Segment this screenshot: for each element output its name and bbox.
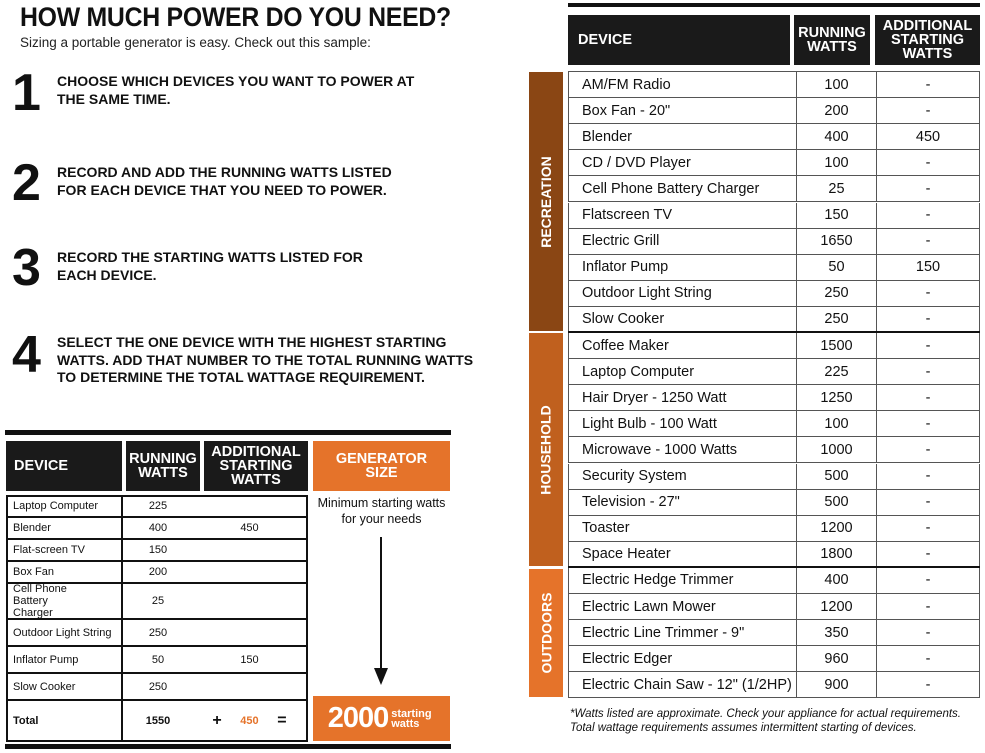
running-watts: 1250 (796, 385, 876, 410)
additional-watts (193, 584, 306, 618)
running-watts: 250 (796, 307, 876, 331)
sample-row (6, 562, 308, 584)
step-number: 3 (12, 239, 41, 297)
additional-watts: - (876, 620, 980, 645)
device-name: Hair Dryer - 1250 Watt (568, 385, 796, 410)
running-watts: 250 (796, 281, 876, 306)
additional-watts: 150 (876, 255, 980, 280)
device-row (568, 464, 980, 490)
device-name: Laptop Computer (568, 359, 796, 384)
device-row (568, 646, 980, 672)
result-value: 2000 (327, 702, 389, 734)
running-watts: 100 (796, 411, 876, 436)
sample-row (6, 647, 308, 674)
running-watts: 350 (796, 620, 876, 645)
additional-watts: - (876, 385, 980, 410)
additional-watts: - (876, 176, 980, 201)
category-household: HOUSEHOLD (529, 333, 563, 566)
device-name: Blender (8, 518, 123, 538)
device-name: Microwave - 1000 Watts (568, 437, 796, 462)
running-watts: 1200 (796, 594, 876, 619)
device-row (568, 98, 980, 124)
additional-watts: - (876, 516, 980, 541)
device-row (568, 437, 980, 463)
running-watts: 960 (796, 646, 876, 671)
footnote: *Watts listed are approximate. Check your appliance for actual requirements. Total wattage requirements assumes intermittent starting of devices. (570, 708, 961, 734)
device-name: Outdoor Light String (568, 281, 796, 306)
additional-watts: - (876, 464, 980, 489)
arrow-head-icon (374, 668, 388, 685)
device-row (568, 307, 980, 333)
device-name: AM/FM Radio (568, 72, 796, 97)
device-name: Electric Chain Saw - 12" (1/2HP) (568, 672, 796, 697)
device-name: Space Heater (568, 542, 796, 566)
step-4 (12, 326, 477, 387)
additional-watts: - (876, 72, 980, 97)
device-name: Slow Cooker (568, 307, 796, 331)
additional-watts: - (876, 646, 980, 671)
device-name: Toaster (568, 516, 796, 541)
device-name: Cell Phone Battery Charger (8, 584, 123, 618)
additional-watts (193, 496, 306, 516)
additional-watts: 450 (876, 124, 980, 149)
running-watts: 250 (148, 626, 168, 639)
additional-watts (193, 562, 306, 582)
additional-watts: - (876, 203, 980, 228)
total-running: 1550 (145, 714, 171, 727)
header-additional: ADDITIONAL STARTING WATTS (875, 15, 980, 65)
additional-watts: - (876, 98, 980, 123)
running-watts: 400 (796, 568, 876, 593)
device-row (568, 516, 980, 542)
sample-row (6, 620, 308, 647)
running-watts: 1650 (796, 229, 876, 254)
step-text: RECORD THE STARTING WATTS LISTED FOR EACH DEVICE. (57, 249, 363, 283)
device-row (568, 333, 980, 359)
additional-watts: - (876, 672, 980, 697)
device-row (568, 385, 980, 411)
additional-watts (193, 540, 306, 560)
device-name: Electric Line Trimmer - 9" (568, 620, 796, 645)
device-row (568, 229, 980, 255)
running-watts: 25 (796, 176, 876, 201)
additional-watts: - (876, 568, 980, 593)
running-watts: 1800 (796, 542, 876, 566)
equals-sign: = (277, 711, 287, 729)
category-outdoors: OUTDOORS (529, 569, 563, 697)
device-name: Flat-screen TV (8, 540, 123, 560)
additional-watts: - (876, 594, 980, 619)
running-watts: 1500 (796, 333, 876, 358)
step-3 (12, 239, 387, 297)
additional-watts: - (876, 229, 980, 254)
step-2 (12, 154, 417, 212)
running-watts: 50 (151, 653, 165, 666)
running-watts: 100 (796, 150, 876, 175)
device-name: Inflator Pump (8, 647, 123, 672)
result-unit: starting watts (391, 707, 432, 730)
running-watts: 500 (796, 490, 876, 515)
device-name: Slow Cooker (8, 674, 123, 699)
device-row (568, 255, 980, 281)
device-row (568, 620, 980, 646)
divider (568, 3, 980, 7)
step-text: SELECT THE ONE DEVICE WITH THE HIGHEST STARTING WATTS. ADD THAT NUMBER TO THE TOTAL RUNNING WATTS TO DETERMINE THE TOTAL WATTAGE REQUIREMENT. (57, 334, 474, 385)
device-name: Security System (568, 464, 796, 489)
running-watts: 25 (151, 595, 165, 607)
running-watts: 200 (796, 98, 876, 123)
additional-watts: - (876, 359, 980, 384)
device-row (568, 124, 980, 150)
additional-watts: - (876, 333, 980, 358)
step-text: RECORD AND ADD THE RUNNING WATTS LISTED FOR EACH DEVICE THAT YOU NEED TO POWER. (57, 164, 392, 198)
additional-watts: - (876, 437, 980, 462)
divider (5, 744, 451, 749)
additional-watts: - (876, 150, 980, 175)
step-text: CHOOSE WHICH DEVICES YOU WANT TO POWER AT THE SAME TIME. (57, 73, 415, 107)
device-row (568, 672, 980, 698)
running-watts: 225 (148, 500, 168, 512)
subtitle: Sizing a portable generator is easy. Check out this sample: (20, 35, 371, 50)
sample-row (6, 584, 308, 620)
device-name: Electric Edger (568, 646, 796, 671)
device-row (568, 150, 980, 176)
divider (5, 430, 451, 435)
device-name: Box Fan (8, 562, 123, 582)
page-title: HOW MUCH POWER DO YOU NEED? (20, 2, 451, 32)
additional-watts (193, 620, 306, 645)
additional-watts: 150 (240, 653, 259, 666)
device-row (568, 281, 980, 307)
total-additional: 450 (240, 714, 259, 727)
additional-watts: 450 (240, 522, 259, 534)
step-number: 1 (12, 64, 41, 122)
total-row (6, 701, 308, 742)
device-name: Flatscreen TV (568, 203, 796, 228)
device-row (568, 176, 980, 202)
additional-watts: - (876, 411, 980, 436)
header-additional: ADDITIONAL STARTING WATTS (204, 441, 308, 491)
device-name: Television - 27" (568, 490, 796, 515)
header-running: RUNNING WATTS (794, 15, 870, 65)
device-row (568, 568, 980, 594)
running-watts: 1200 (796, 516, 876, 541)
running-watts: 400 (148, 522, 168, 534)
arrow-down-icon (380, 537, 382, 672)
device-name: Outdoor Light String (8, 620, 123, 645)
additional-watts (193, 674, 306, 699)
device-row (568, 359, 980, 385)
device-name: Coffee Maker (568, 333, 796, 358)
device-name: Electric Grill (568, 229, 796, 254)
device-row (568, 542, 980, 568)
step-number: 2 (12, 154, 41, 212)
additional-watts: - (876, 542, 980, 566)
device-row (568, 594, 980, 620)
running-watts: 500 (796, 464, 876, 489)
running-watts: 1000 (796, 437, 876, 462)
running-watts: 200 (148, 566, 168, 578)
category-recreation: RECREATION (529, 72, 563, 331)
device-name: Light Bulb - 100 Watt (568, 411, 796, 436)
device-row (568, 72, 980, 98)
plus-sign: + (212, 711, 222, 729)
device-name: Inflator Pump (568, 255, 796, 280)
step-number: 4 (12, 326, 41, 384)
device-row (568, 490, 980, 516)
sample-row (6, 674, 308, 701)
additional-watts: - (876, 307, 980, 331)
device-name: Box Fan - 20" (568, 98, 796, 123)
step-1 (12, 64, 417, 122)
additional-watts: - (876, 281, 980, 306)
device-name: Electric Hedge Trimmer (568, 568, 796, 593)
running-watts: 225 (796, 359, 876, 384)
additional-watts: - (876, 490, 980, 515)
device-row (568, 203, 980, 229)
device-name: Laptop Computer (8, 496, 123, 516)
device-name: Cell Phone Battery Charger (568, 176, 796, 201)
device-name: Electric Lawn Mower (568, 594, 796, 619)
device-row (568, 411, 980, 437)
sample-row (6, 496, 308, 518)
sample-row (6, 540, 308, 562)
sample-row (6, 518, 308, 540)
running-watts: 400 (796, 124, 876, 149)
running-watts: 150 (796, 203, 876, 228)
running-watts: 250 (148, 680, 168, 693)
generator-size-result (313, 696, 450, 741)
min-starting-text: Minimum starting watts for your needs (317, 496, 446, 526)
header-generator-size: GENERATOR SIZE (313, 441, 450, 491)
header-device: DEVICE (6, 441, 122, 491)
running-watts: 150 (148, 544, 168, 556)
running-watts: 100 (796, 72, 876, 97)
total-label: Total (8, 701, 123, 740)
running-watts: 900 (796, 672, 876, 697)
header-running: RUNNING WATTS (126, 441, 200, 491)
header-device: DEVICE (568, 15, 790, 65)
device-name: Blender (568, 124, 796, 149)
device-name: CD / DVD Player (568, 150, 796, 175)
running-watts: 50 (796, 255, 876, 280)
